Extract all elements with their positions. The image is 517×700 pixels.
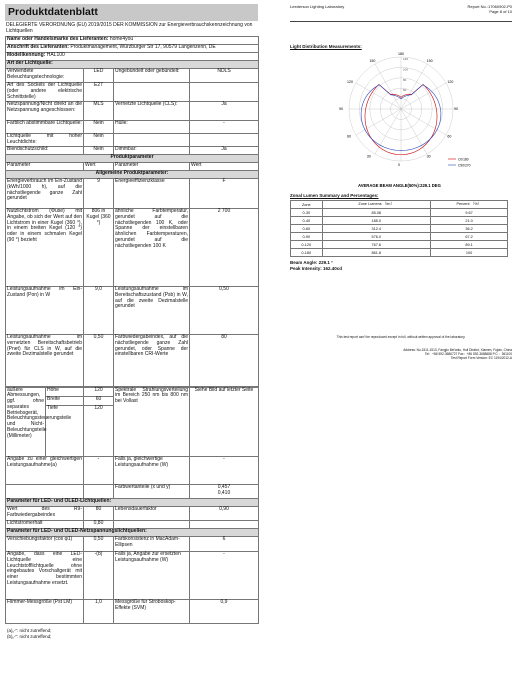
zonal-row: 0-120 767.6 89.1 — [291, 241, 508, 249]
polar-angle-label: 90 — [454, 107, 458, 111]
polar-ring-label: 120 — [403, 57, 409, 61]
zonal-row: 0-180 861.8 100 — [291, 249, 508, 257]
param-row: Nutzlichtstrom (Φuse) mit Angabe, ob sich der Wert auf den Lichtstrom in einer Kugel (360 °), in einem breiten Kegel (120 °) oder in einem schmalen Kegel (90 °) bezieht 806 in Kugel (360 °) ähnliche Farbtemperatur, gerundet auf die nächstliegenden 100 K, oder Spanne der einstellbaren ähnlichen Farbtemperaturen, gerundet auf die nächstliegenden 100 K 2 700 — [6, 209, 259, 287]
general-params-section: Allgemeine Produktparameter: — [6, 171, 259, 179]
legend-c90: C90/270 — [458, 163, 471, 168]
report-header — [290, 4, 512, 22]
polar-angle-label: 120 — [347, 80, 354, 84]
zonal-row: 0-90 576.0 67.2 — [291, 233, 508, 241]
zonal-table — [290, 200, 508, 257]
product-params-section: Produktparameter — [6, 155, 259, 163]
led-row: Wert des R9-Farbwiedergabeindex 80 Lebensdauerfaktor 0,90 — [6, 507, 259, 521]
polar-ring-label: 60 — [403, 88, 407, 93]
zonal-title: Zonal Lumen Summary and Percentages: — [290, 193, 379, 198]
beam-summary — [290, 260, 512, 272]
dimension-row: Breite 60 — [6, 396, 259, 405]
polar-ring-label: 80 — [403, 77, 407, 82]
param-row: Energieverbrauch im Ein-Zustand (kWh/1000 h), auf die nächstliegende ganze Zahl gerundet 9 Energieeffizienzklasse F — [6, 179, 259, 209]
type-row: Farblich abstimmbare Lichtquelle: Nein Hülle: - — [6, 121, 259, 134]
polar-angle-label: 0 — [398, 163, 400, 167]
mains-row: Flimmer-Messgröße (Pst LM) 1,0 Messgröße für Stroboskop-Effekte (SVM) 0,9 — [6, 600, 259, 624]
dimensions-label: äußere Abmessungen, ggf. ohne separates Betriebsgerät, Beleuchtungssteuerungsteile und Nicht-Beleuchtungsteile (Millimeter) — [6, 387, 46, 456]
zonal-row: 0-60 312.4 36.2 — [291, 225, 508, 233]
type-row: Verwendete Beleuchtungstechnologie: LED Ungebündelt oder gebündelt: NDLS — [6, 69, 259, 83]
param-row: Leistungsaufnahme im vernetzten Bereitschaftsbetrieb (Pnet) für CLS in W, auf die zweite Dezimalstelle gerundet 0,50 Farbwiedergabeindex, auf die nächstliegende ganze Zahl gerundet, oder Spanne der einstellbaren CRI-Werte 80 — [6, 335, 259, 387]
polar-angle-label: 60 — [447, 134, 452, 139]
type-row: Netzspannung/Nicht direkt an die Netzspannung angeschlossen: MLS Vernetzte Lichtquelle (CLS): Ja — [6, 102, 259, 121]
dimensions-table — [5, 387, 259, 457]
supplier-address-row: Anschrift des Lieferanten: Produktmanagement, Würzburger Str 17, 90579 Langenzenn, DE — [6, 45, 259, 53]
polar-angle-label: 150 — [369, 59, 376, 64]
mains-row: Verschiebungsfaktor (cos φ1) 0,50 Farbkonsistenz in MacAdam-Ellipsen 6 — [6, 537, 259, 552]
polar-angle-label: 90 — [339, 107, 343, 111]
report-disclaimer: This test report can't be reproduced except in full, without written approval of the laboratory. — [336, 335, 466, 339]
report-number: Report No.:17060902-P0 — [467, 4, 512, 9]
model-row: Modellkennung: HAL100 — [6, 53, 259, 61]
polar-angle-label: 180 — [398, 52, 404, 56]
product-data-sheet — [5, 4, 258, 640]
supplier-table — [5, 36, 259, 387]
polar-angle-label: 120 — [447, 80, 454, 84]
page-number: Page 8 of 10 — [489, 9, 512, 14]
polar-angle-label: 30 — [426, 154, 431, 159]
type-row: Lichtquelle mit hoher Leuchtdichte: Nein — [6, 134, 259, 147]
lab-name: Leederson Lighting Laboratory — [290, 4, 345, 9]
zonal-row: 0-40 185.0 21.0 — [291, 217, 508, 225]
zonal-row: 0-30 85.08 9.67 — [291, 209, 508, 217]
equivalent-table — [5, 456, 259, 624]
type-row: Art des Sockels der Lichtquelle (oder andere elektrische Schnittstelle) E27 — [6, 83, 259, 102]
dimension-row: äußere Abmessungen, ggf. ohne separates Betriebsgerät, Beleuchtungssteuerungsteile und Nicht-Beleuchtungsteile (Millimeter) Höhe 120 Spektrale Strahlungsverteilung im Bereich 250 nm bis 800 nm bei Vollast Siehe Bild auf letzter Seite — [6, 387, 259, 396]
light-type-section: Art der Lichtquelle: — [6, 61, 259, 69]
mains-row: Angabe, dass eine LED-Lichtquelle eine Leuchtstofflichtquelle ohne eingebautes Vorschaltgerät mit einer bestimmten Leistungsaufnahme ersetzt. -(b) Falls ja, Angabe zur ersetzten Leistungsaufnahme (W) - — [6, 552, 259, 600]
polar-angle-label: 30 — [366, 154, 371, 159]
polar-caption: AVERAGE BEAM ANGLE(50%):229.1 DEG — [358, 183, 441, 188]
page-title: Produktdatenblatt — [5, 4, 258, 21]
dimension-row: Tiefe 120 — [6, 405, 259, 456]
param-row: Leistungsaufnahme im Ein-Zustand (Pon) in W 9,0 Leistungsaufnahme im Bereitschaftszustand (Psb) in W, auf die zweite Dezimalstelle gerundet 0,50 — [6, 287, 259, 335]
zonal-header-row: Zone Zone Lumens （lm） Percent （%） — [291, 201, 508, 209]
peak-intensity: Peak Intensity: 162.40cd — [290, 266, 343, 271]
polar-diagram — [290, 49, 512, 189]
polar-angle-label: 150 — [426, 59, 433, 64]
supplier-name-row: Name oder Handelsmarke des Lieferanten: home4you — [6, 37, 259, 45]
polar-angle-label: 60 — [347, 134, 352, 139]
polar-ring-label: 100 — [403, 67, 409, 72]
footnote: (a)„-“: nicht zutreffend; — [7, 628, 52, 633]
regulation-intro: DELEGIERTE VERORDNUNG (EU) 2019/2015 DER KOMMISSION zur Energieverbrauchskennzeichnung von Lichtquellen — [6, 22, 253, 34]
test-report-page — [290, 4, 512, 361]
header-row: Parameter Wert Parameter Wert — [6, 163, 259, 171]
lab-address: Address: No.1511-1513, Fangjiu Bei'anlu, Huli District, Xiamen, Fujian, China Tel：+86 592-3686727 Fax：+86 592-3688688 P.C.：361100 Test Report Form Version: EC 1194/2012-A — [403, 348, 512, 361]
legend-c0: C0/180 — [458, 157, 469, 162]
light-distribution-title: Light Distribution Measurements: — [290, 44, 362, 49]
footnote: (b)„-“: nicht zutreffend; — [7, 634, 52, 639]
type-row: Blendschutzschild: Nein Dimmbar: Ja — [6, 147, 259, 155]
equivalent-row: Angabe zu einer gleichwertigen Leistungsaufnahme(a) - Falls ja, gleichwertige Leistungsaufnahme (W) - — [6, 457, 259, 485]
chromaticity-row: Farbwertanteile (x und y) 0,457 0,410 — [6, 485, 259, 499]
beam-angle: Beam Angle: 229.1 ° — [290, 260, 333, 265]
led-row: Lichtstromerhalt 0,80 — [6, 521, 259, 529]
mains-section: Parameter für LED- und OLED-Netzspannungslichtquellen: — [6, 529, 259, 537]
led-section: Parameter für LED- und OLED-Lichtquellen: — [6, 499, 259, 507]
